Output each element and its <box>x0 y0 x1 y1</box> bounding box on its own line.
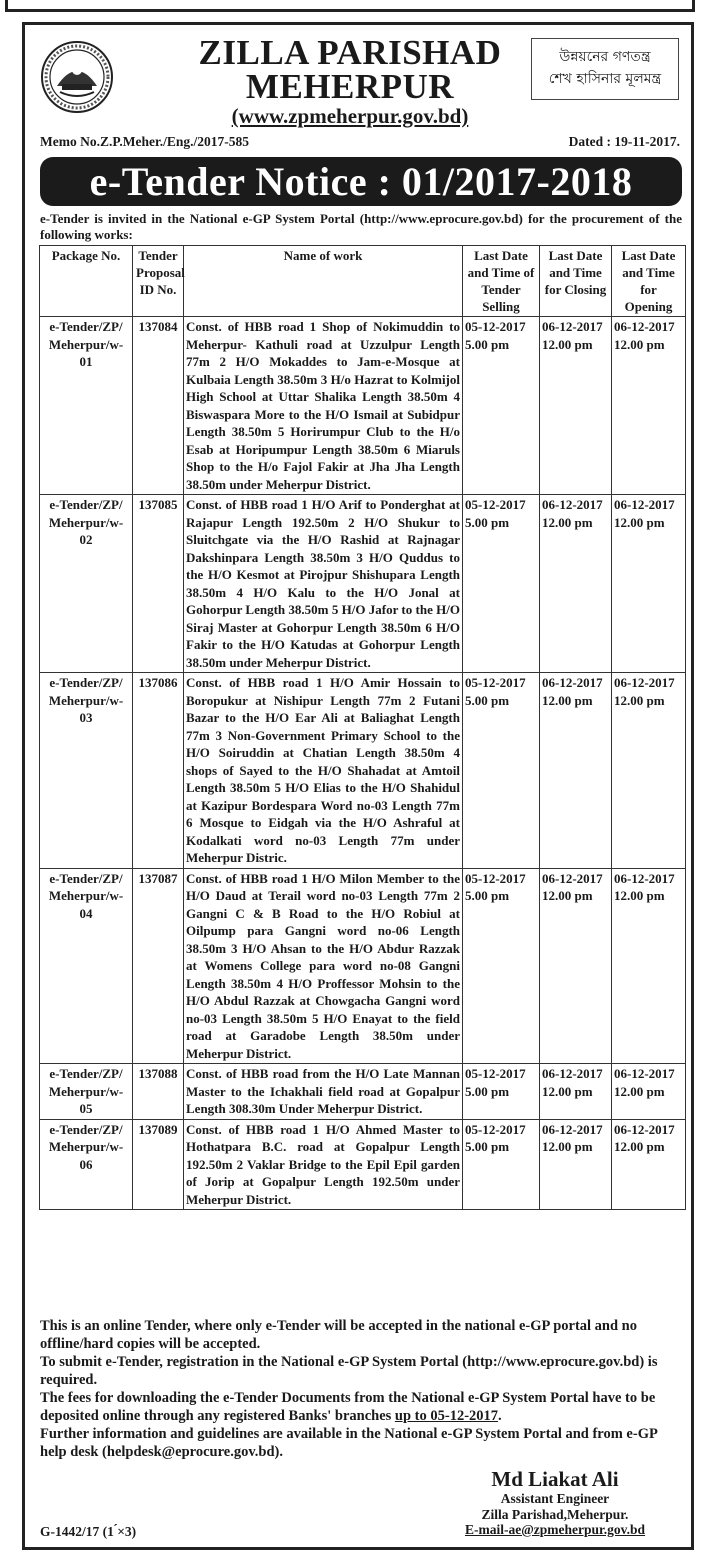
previous-notice-edge <box>5 0 695 12</box>
publication-code: G-1442/17 (1 ́×3) <box>40 1524 137 1539</box>
col-opening: Last Date and Time for Opening <box>612 246 686 317</box>
terms-helpdesk: Further information and guidelines are available in the National e-GP System Portal and from e-GP help desk (helpdesk@eprocure.gov.bd). <box>40 1426 658 1460</box>
cell-package: e-Tender/ZP/ Meherpur/w-04 <box>40 868 133 1064</box>
cell-closing: 06-12-2017 12.00 pm <box>540 673 612 869</box>
cell-work: Const. of HBB road 1 H/O Arif to Ponderghat at Rajapur Length 192.50m 2 H/O Shukur to Sluitchgate via the H/O Rashid at Rajnagar Dakshinpara Length 38.50m 3 H/O Quddus to the H/O Kesmot at Pirojpur Shishupara Length 38.50m 4 H/O Kalu to the H/O Jonal at Gohorpur Length 38.50m 5 H/O Jafor to the H/O Siraj Master at Gohorpur Length 38.50m 6 H/O Fakir to the H/O Katudas at Gohorpur Length 38.50m under Meherpur District. <box>184 495 463 673</box>
cell-package: e-Tender/ZP/ Meherpur/w-06 <box>40 1119 133 1210</box>
cell-selling: 05-12-2017 5.00 pm <box>463 673 540 869</box>
cell-opening: 06-12-2017 12.00 pm <box>612 868 686 1064</box>
cell-opening: 06-12-2017 12.00 pm <box>612 495 686 673</box>
cell-opening: 06-12-2017 12.00 pm <box>612 1064 686 1120</box>
cell-tender-id: 137085 <box>133 495 184 673</box>
cell-selling: 05-12-2017 5.00 pm <box>463 317 540 495</box>
col-selling: Last Date and Time of Tender Selling <box>463 246 540 317</box>
office-district: MEHERPUR <box>245 67 455 106</box>
terms-fees: The fees for downloading the e-Tender Documents from the National e-GP System Portal have to be deposited online through any registered Banks' branches up to 05-12-2017. <box>40 1390 656 1424</box>
signatory-designation: Assistant Engineer <box>500 1491 610 1506</box>
cell-closing: 06-12-2017 12.00 pm <box>540 1119 612 1210</box>
intro-text: e-Tender is invited in the National e-GP System Portal (http://www.eprocure.gov.bd) for the procurement of the following works: <box>40 211 682 242</box>
table-row <box>40 673 686 869</box>
cell-closing: 06-12-2017 12.00 pm <box>540 495 612 673</box>
cell-selling: 05-12-2017 5.00 pm <box>463 868 540 1064</box>
table-row <box>40 495 686 673</box>
signatory-office: Zilla Parishad,Meherpur. <box>481 1506 629 1522</box>
table-row <box>40 1119 686 1210</box>
website-url: (www.zpmeherpur.gov.bd) <box>231 104 469 128</box>
cell-closing: 06-12-2017 12.00 pm <box>540 868 612 1064</box>
cell-work: Const. of HBB road 1 Shop of Nokimuddin to Meherpur- Kathuli road at Uzzulpur Length 77m 2 H/O Mokaddes to Jam-e-Mosque at Kulbaia Length 38.50m 3 H/o Hazrat to Kolmijol High School at Uttar Shalika Length 38.50m 4 Biswaspara More to the H/O Ismail at Subidpur Length 38.50m 5 Horirumpur Club to the H/o Esab at Horipumpur Length 38.50m 6 Miaruls Shop to the H/o Fajol Fakir at Jha Jha Length 38.50m under Meherpur District. <box>184 317 463 495</box>
zilla-parishad-emblem-icon <box>40 40 114 114</box>
cell-closing: 06-12-2017 12.00 pm <box>540 1064 612 1120</box>
signatory-email: E-mail-ae@zpmeherpur.gov.bd <box>464 1522 646 1537</box>
fee-deadline: up to 05-12-2017 <box>394 1408 499 1424</box>
notice-terms <box>40 1317 682 1461</box>
cell-package: e-Tender/ZP/ Meherpur/w-05 <box>40 1064 133 1120</box>
table-row <box>40 1064 686 1120</box>
office-title: ZILLA PARISHAD <box>198 33 502 72</box>
cell-tender-id: 137087 <box>133 868 184 1064</box>
cell-tender-id: 137084 <box>133 317 184 495</box>
cell-selling: 05-12-2017 5.00 pm <box>463 1119 540 1210</box>
slogan-box <box>531 38 679 100</box>
cell-package: e-Tender/ZP/ Meherpur/w-03 <box>40 673 133 869</box>
cell-tender-id: 137086 <box>133 673 184 869</box>
terms-online-only: This is an online Tender, where only e-Tender will be accepted in the national e-GP portal and no offline/hard copies will be accepted. <box>40 1318 637 1352</box>
cell-package: e-Tender/ZP/ Meherpur/w-01 <box>40 317 133 495</box>
table-row <box>40 868 686 1064</box>
memo-date: Dated : 19-11-2017. <box>568 134 680 149</box>
cell-tender-id: 137089 <box>133 1119 184 1210</box>
tender-table <box>39 245 686 1210</box>
table-header-row <box>40 246 686 317</box>
cell-tender-id: 137088 <box>133 1064 184 1120</box>
cell-opening: 06-12-2017 12.00 pm <box>612 673 686 869</box>
cell-closing: 06-12-2017 12.00 pm <box>540 317 612 495</box>
slogan-line-1: উন্নয়নের গণতন্ত্র <box>559 49 651 65</box>
cell-selling: 05-12-2017 5.00 pm <box>463 495 540 673</box>
signature-block <box>440 1467 670 1538</box>
memo-number: Memo No.Z.P.Meher./Eng./2017-585 <box>40 134 249 149</box>
cell-package: e-Tender/ZP/ Meherpur/w-02 <box>40 495 133 673</box>
col-closing: Last Date and Time for Closing <box>540 246 612 317</box>
terms-registration: To submit e-Tender, registration in the National e-GP System Portal (http://www.eprocure.gov.bd) is required. <box>40 1354 658 1388</box>
cell-opening: 06-12-2017 12.00 pm <box>612 1119 686 1210</box>
cell-work: Const. of HBB road 1 H/O Milon Member to the H/O Daud at Terail word no-03 Length 77m 2 Gangni C & B Road to the H/O Robiul at Oilpump para Gangni word no-06 Length 38.50m 3 H/O Ahsan to the H/O Abdur Razzak at Womens College para word no-08 Gangni Length 38.50m 4 H/O Proffessor Mohsin to the H/O Abdul Razzak at Chowgacha Gangni word no-03 Length 38.50m 5 H/O Enayat to the field road at Garadobe Length 38.50m under Meherpur District. <box>184 868 463 1064</box>
col-package: Package No. <box>40 246 133 317</box>
signatory-name: Md Liakat Ali <box>491 1467 619 1491</box>
slogan-line-2: শেখ হাসিনার মূলমন্ত্র <box>548 71 662 87</box>
cell-opening: 06-12-2017 12.00 pm <box>612 317 686 495</box>
col-name-of-work: Name of work <box>184 246 463 317</box>
notice-banner: e-Tender Notice : 01/2017-2018 <box>40 157 682 206</box>
cell-work: Const. of HBB road 1 H/O Amir Hossain to Boropukur at Nishipur Length 77m 2 Futani Bazar to the H/O Ear Ali at Baliaghat Length 77m 3 Non-Government Primary School to the H/O Soiruddin at Chatian Length 38.50m 4 shops of Sayed to the H/O Shahadat at Amtoil Length 38.50m 5 H/O Elias to the H/O Shahidul at Kazipur Bordespara Word no-03 Length 77m 6 Mosque to Eidgah via the H/O Ashraful at Kodalkati word no-03 Length 77m under Meherpur Distric. <box>184 673 463 869</box>
cell-selling: 05-12-2017 5.00 pm <box>463 1064 540 1120</box>
col-tender-id: Tender Proposal ID No. <box>133 246 184 317</box>
cell-work: Const. of HBB road from the H/O Late Mannan Master to the Ichakhali field road at Gopalpur Length 308.30m Under Meherpur District. <box>184 1064 463 1120</box>
table-row <box>40 317 686 495</box>
cell-work: Const. of HBB road 1 H/O Ahmed Master to Hothatpara B.C. road at Gopalpur Length 192.50m 2 Vaklar Bridge to the Epil Epil garden of Jorip at Gopalpur Length 192.50m under Meherpur District. <box>184 1119 463 1210</box>
